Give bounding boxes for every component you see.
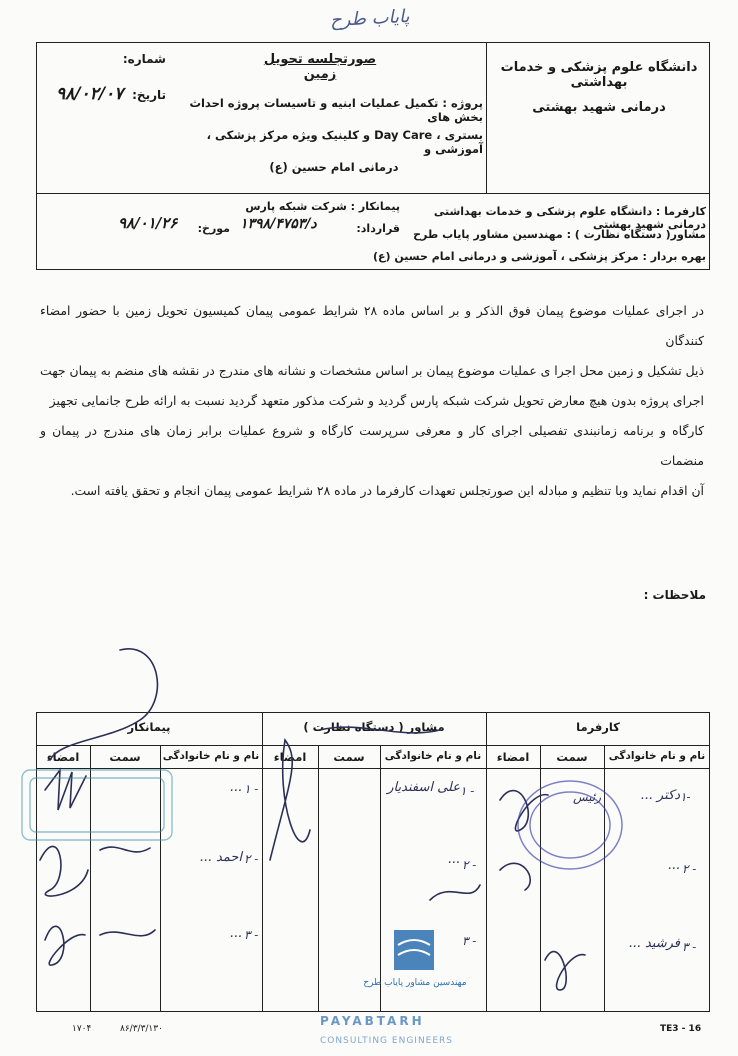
consultant-row-3-no: ۳ -	[462, 934, 477, 948]
project-line-3: درمانی امام حسین (ع)	[269, 160, 399, 174]
contract-date-value: ۹۸/۰۱/۲۶	[118, 214, 178, 232]
notes-label: ملاحظات :	[643, 588, 706, 602]
contractor-col-role: سمت	[109, 750, 141, 764]
contract-value: ۱۳۹۸/د/۴۷۵۳	[240, 216, 317, 232]
employer-line: کارفرما : دانشگاه علوم پزشکی و خدمات بهداشتی درمانی شهید بهشتی	[433, 205, 706, 231]
body-line-3: اجرای پروژه بدون هیچ معارض تحویل شرکت شبکه پارس گردید و شرکت مذکور متعهد گردید نسبت به ارائه طرح جانمایی تجهیز	[49, 393, 704, 408]
contractor-row-1-no: ۱ -	[244, 782, 259, 796]
contractor-row-3-no: ۳ -	[244, 928, 259, 942]
employer-col-role: سمت	[556, 750, 588, 764]
consultant-stamp-sub-text: CONSULTING ENGINEERS	[320, 1036, 454, 1046]
consultant-stamp-logo-text: PAYABTARH	[320, 1014, 425, 1028]
consultant-col-sign: امضاء	[273, 750, 307, 764]
consultant-row-2-name: ...	[447, 852, 460, 867]
project-line-1: پروژه : تکمیل عملیات ابنیه و تاسیسات پروژه احداث بخش های	[189, 96, 483, 124]
contract-date-label: مورخ:	[197, 222, 230, 235]
body-line-1: در اجرای عملیات موضوع پیمان فوق الذکر و بر اساس ماده ۲۸ شرایط عمومی پیمان کمیسیون تحویل زمین با حضور امضاء کنندگان	[40, 303, 704, 348]
footer-right-code: TE3 - 16	[660, 1024, 702, 1034]
body-line-5: آن اقدام نماید وبا تنظیم و مبادله این صورتجلس تعهدات کارفرما در ماده ۲۸ شرایط عمومی پیمان انجام و تحقق یافته است.	[70, 483, 704, 498]
sig-group-contractor: پیمانکار	[127, 720, 171, 734]
contract-label: قرارداد:	[356, 222, 400, 235]
consultant-row-2-no: ۲ -	[462, 858, 477, 872]
employer-row-1-no: ۱-	[680, 790, 691, 804]
employer-row-3-no: ۳ -	[682, 940, 697, 954]
number-label: شماره:	[122, 52, 166, 66]
consultant-row-1-no: ۱ -	[460, 784, 475, 798]
contractor-row-3-name: ...	[229, 926, 242, 941]
top-handwritten-note: پایاب طرح	[329, 5, 411, 32]
project-line-2: بستری ، Day Care و کلینیک ویژه مرکز پزشکی ، آموزشی و	[206, 128, 483, 156]
contractor-col-name: نام و نام خانوادگی	[162, 750, 260, 762]
consultant-col-role: سمت	[333, 750, 365, 764]
university-name: دانشگاه علوم پزشکی و خدمات بهداشتی	[500, 60, 698, 90]
consultant-line: مشاور( دستگاه نظارت ) : مهندسین مشاور پایاب طرح	[413, 228, 706, 241]
body-line-4: کارگاه و برنامه زمانبندی تفصیلی اجرای کار و معرفی سرپرست کارگاه و شروع عملیات برابر زمان های مندرج در پیمان و منضمات	[40, 423, 704, 468]
hospital-name: درمانی شهید بهشتی	[532, 100, 666, 115]
footer-left-num: ۱۷۰۴	[72, 1024, 92, 1034]
employer-row-1-role: رئیس	[572, 790, 601, 804]
body-line-2: ذیل تشکیل و زمین محل اجرا ی عملیات موضوع پیمان بر اساس مشخصات و نشانه های مندرج در نقشه های منضم به پیمان جهت	[40, 363, 704, 378]
date-value: ۹۸/۰۲/۰۷	[56, 84, 124, 104]
employer-col-sign: امضاء	[496, 750, 530, 764]
sig-group-employer: کارفرما	[576, 720, 620, 734]
consultant-col-name: نام و نام خانوادگی	[384, 750, 482, 762]
sig-group-consultant: مشاور ( دستگاه نظارت )	[303, 720, 445, 734]
contractor-row-1-name: ...	[229, 780, 242, 795]
date-label: تاریخ:	[132, 88, 166, 102]
contractor-row-2-no: ۲ -	[244, 852, 259, 866]
document-title: صورتجلسه تحویل زمین	[263, 52, 377, 82]
footer-left-code: ۸۶/۳/۳/۱۳۰	[120, 1024, 163, 1034]
contractor-col-sign: امضاء	[46, 750, 80, 764]
contractor-row-2-name: احمد ...	[199, 850, 242, 865]
operator-line: بهره بردار : مرکز پزشکی ، آموزشی و درمانی امام حسین (ع)	[373, 250, 706, 263]
employer-row-1-name: دکتر ...	[640, 788, 680, 803]
employer-col-name: نام و نام خانوادگی	[608, 750, 706, 762]
body-text	[40, 296, 704, 506]
employer-row-2-no: ۲ -	[682, 862, 697, 876]
employer-row-2-name: ...	[667, 858, 680, 873]
employer-row-3-name: فرشید ...	[628, 936, 680, 951]
consultant-row-1-name: علی اسفندیار	[387, 780, 460, 795]
contractor-line: پیمانکار : شرکت شبکه پارس	[245, 200, 400, 213]
consultant-stamp-text: مهندسین مشاور پایاب طرح	[363, 978, 467, 988]
